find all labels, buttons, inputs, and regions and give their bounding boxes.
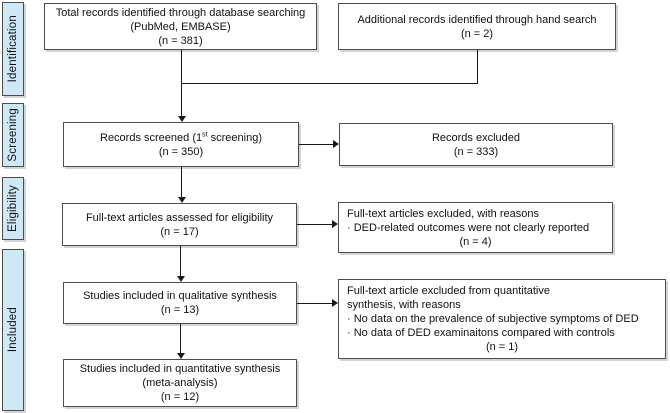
connector-merge-horizontal: [181, 83, 477, 84]
connector-screened-down: [181, 167, 182, 197]
box-line: Total records identified through database searching: [55, 6, 306, 19]
box-line: (n = 333): [453, 145, 499, 158]
box-hand-search: [338, 3, 616, 50]
box-line: Records screened (1st screening): [100, 130, 262, 144]
box-line: (meta-analysis): [142, 377, 218, 389]
box-fulltext-excluded: [338, 202, 613, 253]
arrowhead-right-icon: [332, 299, 338, 307]
arrowhead-down-icon: [177, 353, 185, 359]
arrowhead-down-icon: [178, 197, 186, 203]
box-quantitative-synthesis: [63, 359, 297, 407]
arrowhead-right-icon: [333, 140, 339, 148]
connector-fulltext-right: [297, 224, 332, 225]
box-line: (n = 2): [460, 27, 494, 40]
box-line: (n = 350): [158, 145, 204, 158]
box-line: Full-text article excluded from quantitative: [347, 285, 550, 297]
box-line: (n = 381): [158, 34, 203, 47]
stage-screening: [2, 103, 24, 167]
box-line: · DED-related outcomes were not clearly reported: [347, 221, 590, 234]
box-fulltext-assessed: [62, 203, 297, 246]
box-records-excluded: [339, 123, 613, 166]
box-line: (n = 1): [485, 341, 519, 353]
box-qualitative-synthesis: [63, 282, 297, 324]
box-line: (PubMed, EMBASE): [130, 20, 231, 33]
box-database-search: [44, 3, 317, 50]
stage-identification: [2, 2, 24, 96]
stage-label: Identification: [7, 15, 19, 83]
box-records-screened: [63, 122, 299, 167]
box-line: Full-text articles assessed for eligibility: [85, 211, 274, 224]
connector-qualitative-right: [297, 303, 332, 304]
connector-fulltext-down: [180, 246, 181, 276]
box-line: Additional records identified through hand search: [357, 13, 597, 26]
connector-screened-right: [299, 144, 333, 145]
box-line: · No data of DED examinaitons compared with controls: [347, 327, 615, 339]
connector-handsearch-down: [477, 50, 478, 84]
box-line: Studies included in qualitative synthesis: [83, 290, 277, 302]
arrowhead-down-icon: [178, 116, 186, 122]
box-line: (n = 4): [459, 235, 492, 248]
box-line: Full-text articles excluded, with reasons: [347, 207, 539, 220]
stage-label: Included: [7, 307, 19, 353]
connector-qualitative-down: [180, 324, 181, 353]
box-line: (n = 17): [160, 225, 199, 238]
box-line: · No data on the prevalence of subjective symptoms of DED: [347, 313, 639, 325]
box-line: (n = 13): [160, 304, 200, 316]
stage-included: [2, 249, 24, 411]
stage-eligibility: [2, 177, 24, 240]
arrowhead-right-icon: [332, 220, 338, 228]
box-quantitative-excluded: [338, 279, 666, 359]
arrowhead-down-icon: [177, 276, 185, 282]
stage-label: Eligibility: [7, 185, 19, 232]
box-line: Records excluded: [431, 131, 521, 144]
box-line: (n = 12): [160, 391, 200, 403]
stage-label: Screening: [7, 108, 19, 162]
box-line: Studies included in quantitative synthesis: [79, 363, 281, 375]
box-line: synthesis, with reasons: [347, 299, 461, 311]
